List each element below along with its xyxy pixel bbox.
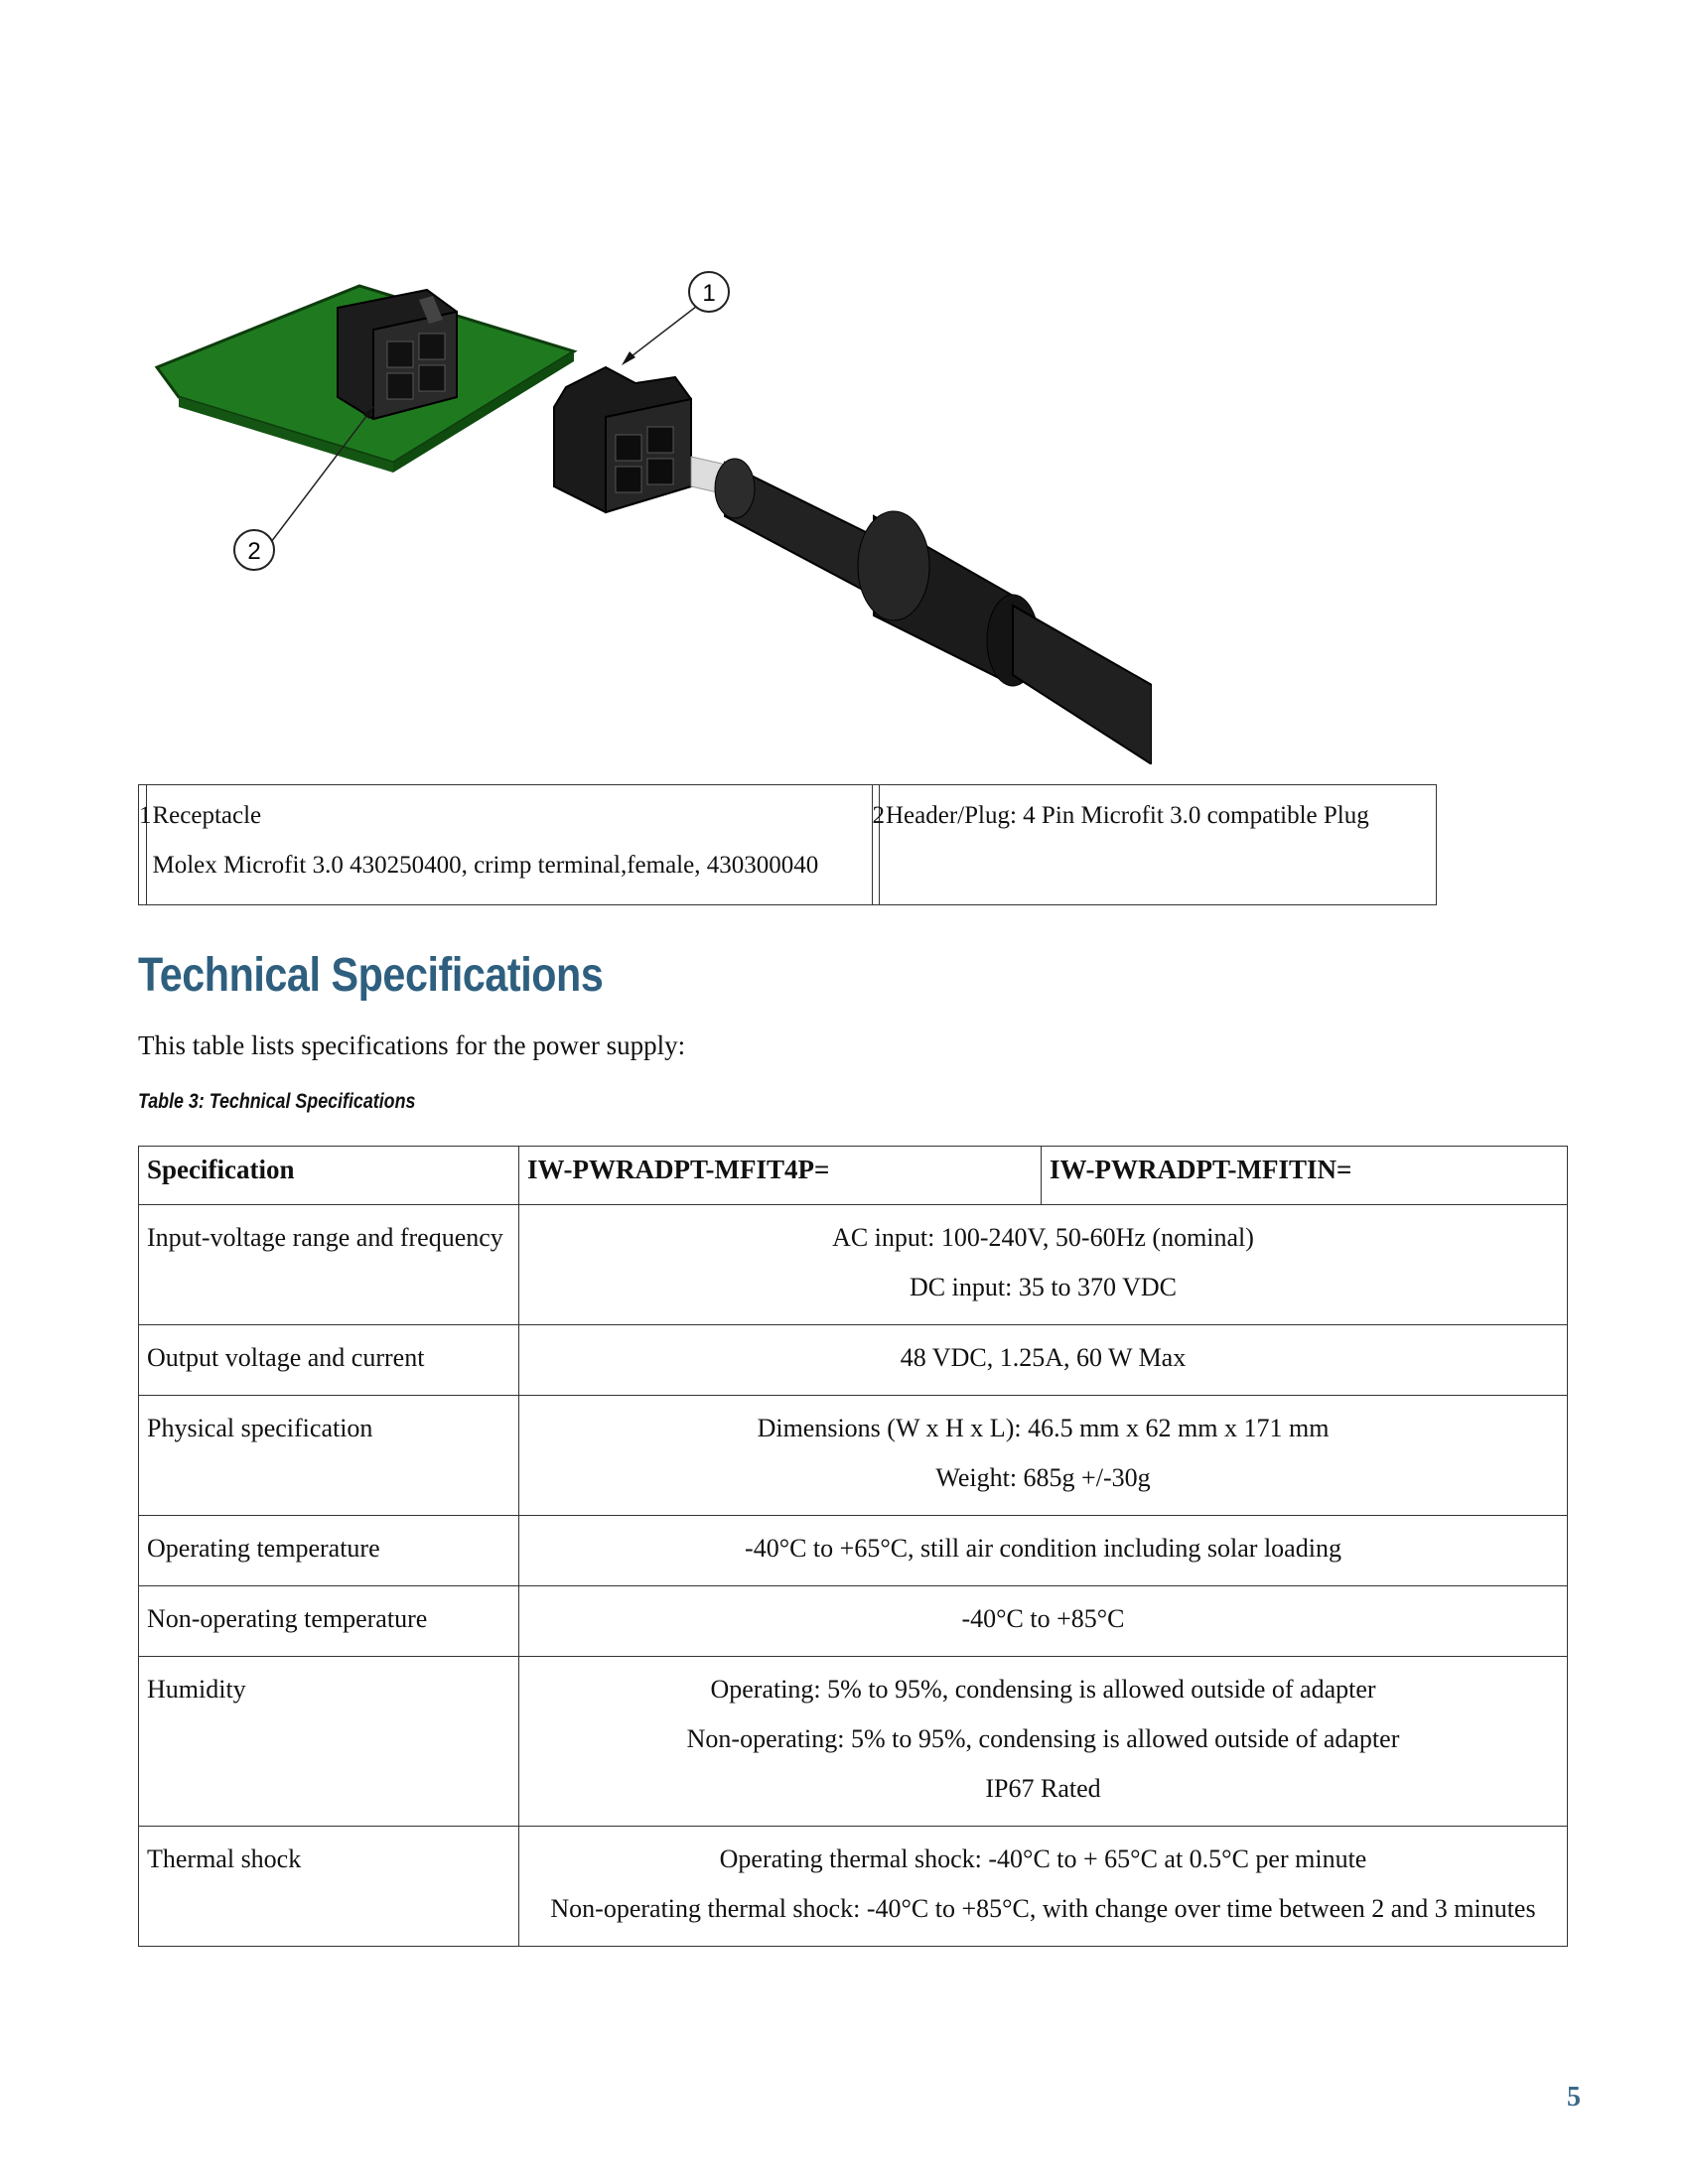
technical-specifications-table bbox=[138, 1146, 1568, 1947]
spec-value bbox=[519, 1396, 1568, 1516]
spec-value bbox=[519, 1827, 1568, 1947]
table-header-row bbox=[139, 1147, 1568, 1205]
table-row bbox=[139, 1657, 1568, 1827]
table-caption: Table 3: Technical Specifications bbox=[138, 1090, 416, 1113]
legend-line: Header/Plug: 4 Pin Microfit 3.0 compatible Plug bbox=[886, 802, 1369, 829]
spec-value-line: 48 VDC, 1.25A, 60 W Max bbox=[900, 1343, 1187, 1372]
svg-text:2: 2 bbox=[247, 538, 261, 565]
spec-label bbox=[139, 1205, 519, 1325]
figure-legend-table bbox=[138, 784, 1437, 905]
spec-label-text: Humidity bbox=[147, 1675, 246, 1704]
spec-label bbox=[139, 1325, 519, 1396]
spec-label-text: Physical specification bbox=[147, 1414, 373, 1442]
spec-value bbox=[519, 1516, 1568, 1586]
legend-text-2 bbox=[880, 785, 1437, 905]
spec-value-line: Dimensions (W x H x L): 46.5 mm x 62 mm x 171 mm bbox=[757, 1414, 1330, 1442]
spec-value-line: Operating: 5% to 95%, condensing is allowed outside of adapter bbox=[710, 1675, 1376, 1704]
header-specification: Specification bbox=[139, 1147, 519, 1205]
table-row bbox=[139, 1396, 1568, 1516]
spec-value-line: AC input: 100-240V, 50-60Hz (nominal) bbox=[832, 1223, 1254, 1252]
spec-label bbox=[139, 1396, 519, 1516]
legend-row bbox=[139, 785, 1437, 905]
spec-label-text: Non-operating temperature bbox=[147, 1604, 428, 1633]
connector-illustration bbox=[139, 268, 1152, 764]
spec-value-line: DC input: 35 to 370 VDC bbox=[910, 1273, 1177, 1301]
table-row bbox=[139, 1586, 1568, 1657]
spec-value-line: Non-operating thermal shock: -40°C to +85°C, with change over time between 2 and 3 minutes bbox=[550, 1894, 1536, 1923]
svg-text:1: 1 bbox=[702, 280, 716, 307]
spec-label-text: Output voltage and current bbox=[147, 1343, 425, 1372]
table-row bbox=[139, 1827, 1568, 1947]
page-number: 5 bbox=[1567, 2082, 1581, 2113]
spec-value-line: IP67 Rated bbox=[985, 1774, 1101, 1803]
legend-num-2: 2 bbox=[872, 785, 880, 905]
spec-label bbox=[139, 1657, 519, 1827]
header-mfit4p: IW-PWRADPT-MFIT4P= bbox=[519, 1147, 1042, 1205]
spec-value bbox=[519, 1586, 1568, 1657]
spec-label bbox=[139, 1827, 519, 1947]
section-title: Technical Specifications bbox=[138, 949, 604, 1002]
spec-value-line: Weight: 685g +/-30g bbox=[935, 1463, 1151, 1492]
spec-value bbox=[519, 1205, 1568, 1325]
spec-label-text: Operating temperature bbox=[147, 1534, 380, 1563]
legend-num-1: 1 bbox=[139, 785, 147, 905]
header-mfitin: IW-PWRADPT-MFITIN= bbox=[1042, 1147, 1568, 1205]
spec-value-line: -40°C to +65°C, still air condition including solar loading bbox=[745, 1534, 1341, 1563]
spec-label-text: Thermal shock bbox=[147, 1844, 302, 1873]
table-row bbox=[139, 1205, 1568, 1325]
spec-value-line: Non-operating: 5% to 95%, condensing is allowed outside of adapter bbox=[686, 1724, 1400, 1753]
table-row bbox=[139, 1516, 1568, 1586]
callout-2 bbox=[234, 530, 274, 570]
spec-label-text: Input-voltage range and frequency bbox=[147, 1223, 503, 1252]
legend-line: Molex Microfit 3.0 430250400, crimp terminal,female, 430300040 bbox=[152, 852, 819, 879]
spec-value bbox=[519, 1325, 1568, 1396]
callout-1 bbox=[689, 272, 729, 312]
legend-line: Receptacle bbox=[152, 802, 262, 829]
spec-label bbox=[139, 1586, 519, 1657]
table-row bbox=[139, 1325, 1568, 1396]
spec-label bbox=[139, 1516, 519, 1586]
spec-value-line: Operating thermal shock: -40°C to + 65°C at 0.5°C per minute bbox=[719, 1844, 1367, 1873]
spec-value bbox=[519, 1657, 1568, 1827]
legend-text-1 bbox=[146, 785, 872, 905]
spec-value-line: -40°C to +85°C bbox=[961, 1604, 1125, 1633]
intro-text: This table lists specifications for the power supply: bbox=[138, 1030, 686, 1060]
